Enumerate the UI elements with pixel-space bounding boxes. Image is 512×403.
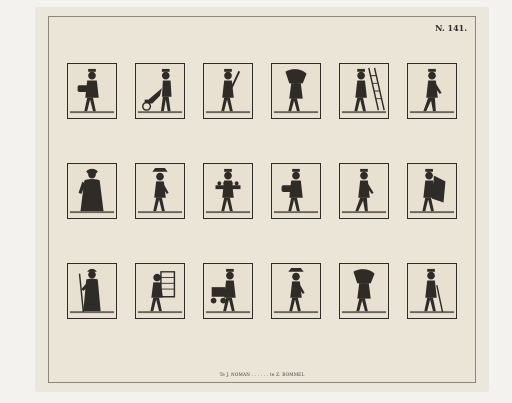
figure-cell	[195, 63, 263, 161]
man-with-cane-icon	[408, 264, 456, 318]
woodcut-frame	[271, 63, 321, 119]
figure-caption	[265, 223, 329, 257]
figure-caption	[129, 323, 193, 357]
figure-cell	[195, 163, 263, 261]
figure-cell	[331, 163, 399, 261]
figure-cell	[263, 63, 331, 161]
woodcut-frame	[407, 163, 457, 219]
figure-caption	[401, 223, 465, 257]
figure-caption	[333, 223, 397, 257]
figure-cell	[399, 263, 467, 361]
woodcut-frame	[339, 163, 389, 219]
woodcut-frame	[271, 163, 321, 219]
man-with-hat-icon	[136, 164, 184, 218]
figure-cell	[127, 263, 195, 361]
man-with-cart-icon	[204, 264, 252, 318]
figure-caption	[401, 123, 465, 157]
figure-caption	[333, 123, 397, 157]
woodcut-frame	[203, 163, 253, 219]
woman-with-shawl-icon	[68, 164, 116, 218]
figure-cell	[263, 163, 331, 261]
woodcut-frame	[67, 63, 117, 119]
figure-caption	[197, 323, 261, 357]
woodcut-frame	[203, 63, 253, 119]
figure-cell	[399, 163, 467, 261]
figure-caption	[265, 123, 329, 157]
figure-cell	[59, 63, 127, 161]
figure-caption	[129, 123, 193, 157]
basket-carrier-icon	[136, 264, 184, 318]
woodcut-frame	[135, 263, 185, 319]
porter-with-sack-icon	[340, 264, 388, 318]
figure-cell	[263, 263, 331, 361]
man-with-ladder-icon	[340, 64, 388, 118]
woodcut-frame	[339, 263, 389, 319]
figure-caption	[265, 323, 329, 357]
figure-caption	[61, 323, 125, 357]
woodcut-frame	[271, 263, 321, 319]
figure-cell	[399, 63, 467, 161]
figure-cell	[331, 263, 399, 361]
header-verse	[89, 21, 409, 61]
woodcut-frame	[339, 63, 389, 119]
porter-with-sack-icon	[272, 64, 320, 118]
vendor-with-basket-icon	[272, 164, 320, 218]
figure-cell	[127, 63, 195, 161]
woman-with-stick-icon	[68, 264, 116, 318]
figure-caption	[61, 223, 125, 257]
catchpenny-print	[48, 16, 476, 383]
vendor-with-basket-icon	[68, 64, 116, 118]
figure-cell	[331, 63, 399, 161]
woodcut-frame	[407, 263, 457, 319]
figure-cell	[127, 163, 195, 261]
woodcut-frame	[67, 163, 117, 219]
figure-caption	[129, 223, 193, 257]
figure-caption	[333, 323, 397, 357]
woodcut-frame	[67, 263, 117, 319]
woodcut-frame	[203, 263, 253, 319]
imprint: Te J. NOMAN . . . . . . te Z. BOMMEL	[219, 372, 305, 377]
walking-man-icon	[340, 164, 388, 218]
man-with-wheelbarrow-icon	[136, 64, 184, 118]
woodcut-frame	[135, 163, 185, 219]
vendor-with-tray-icon	[204, 164, 252, 218]
walking-man-icon	[408, 64, 456, 118]
man-with-hat-icon	[272, 264, 320, 318]
figure-cell	[59, 163, 127, 261]
figure-caption	[197, 223, 261, 257]
man-with-gun-icon	[204, 64, 252, 118]
figure-caption	[197, 123, 261, 157]
figure-caption	[61, 123, 125, 157]
man-with-bundle-icon	[408, 164, 456, 218]
print-number: N. 141.	[435, 23, 467, 33]
figure-grid	[59, 63, 467, 358]
figure-caption	[401, 323, 465, 357]
figure-cell	[195, 263, 263, 361]
figure-cell	[59, 263, 127, 361]
woodcut-frame	[135, 63, 185, 119]
woodcut-frame	[407, 63, 457, 119]
